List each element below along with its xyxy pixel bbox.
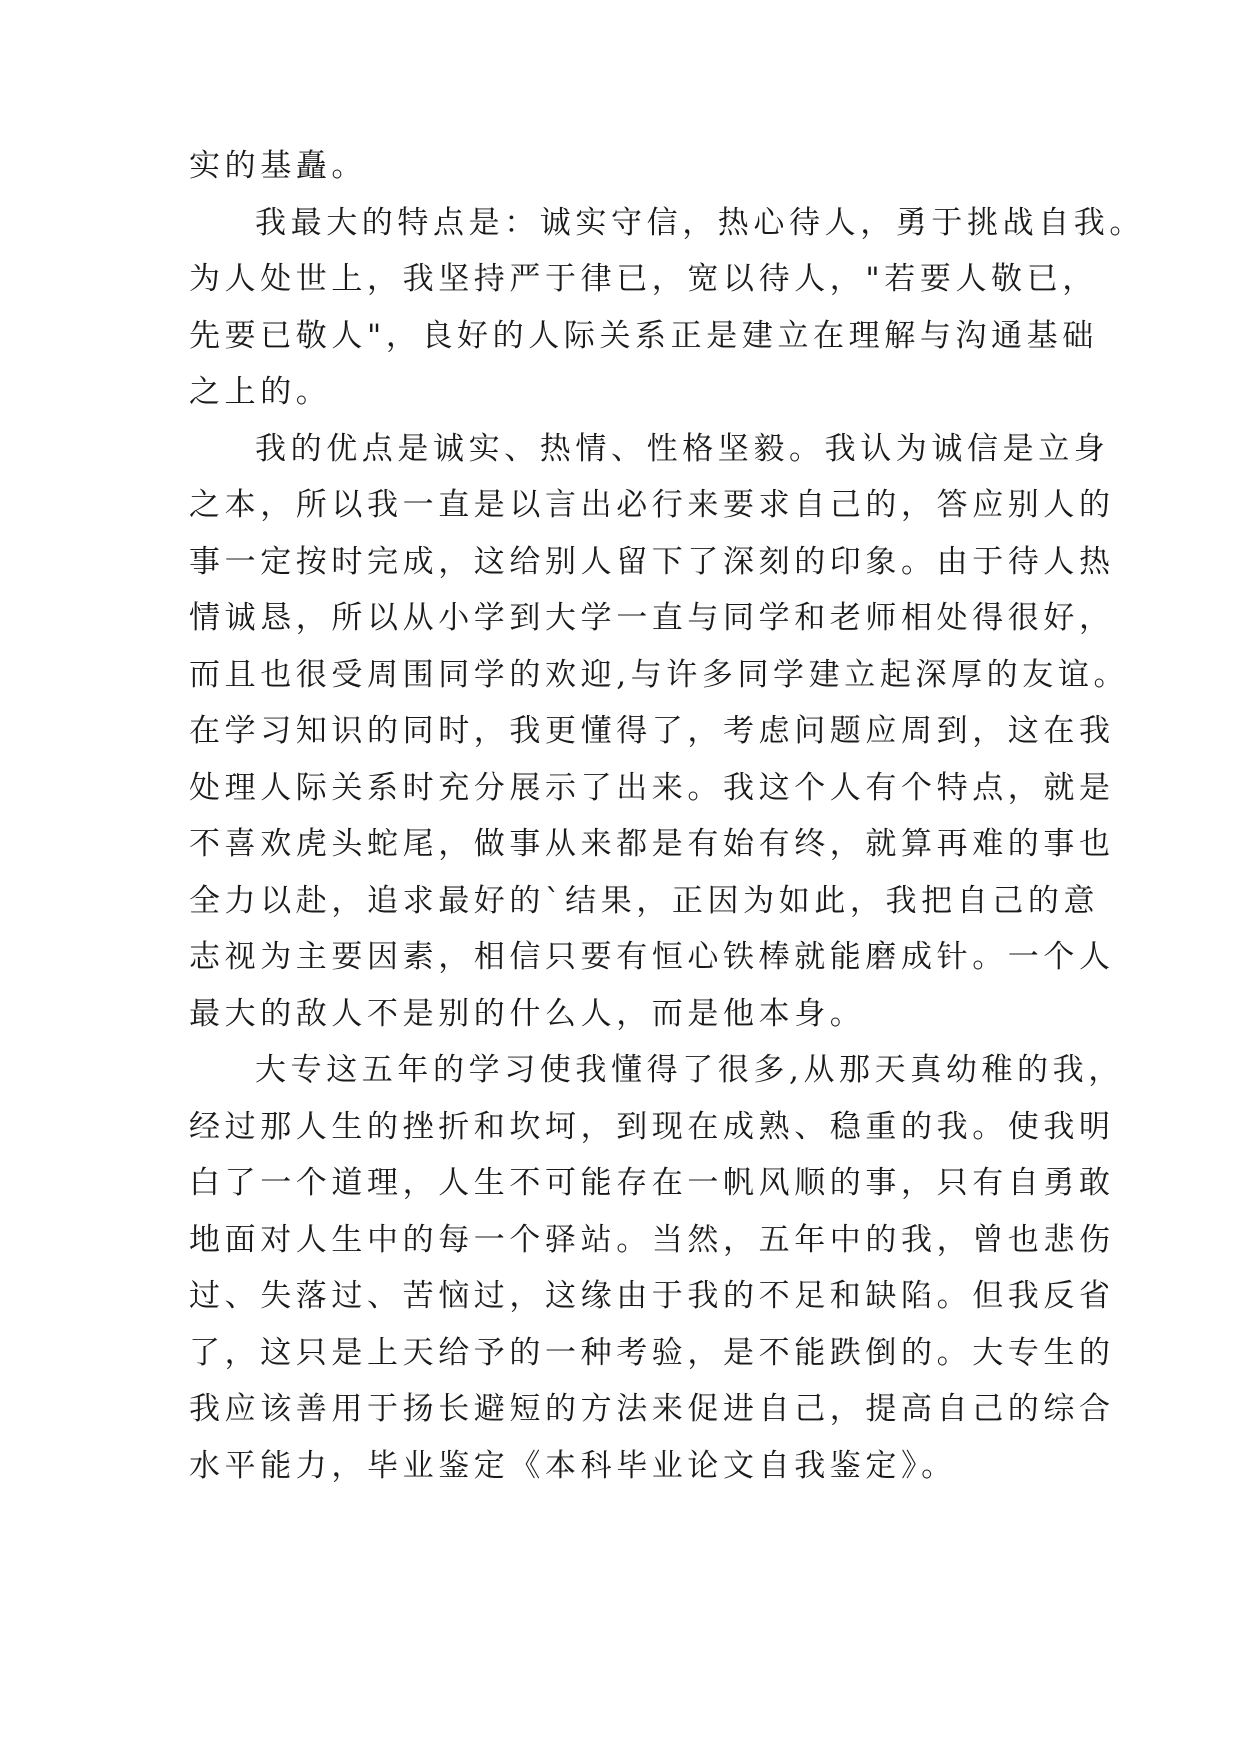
text-line: 在学习知识的同时，我更懂得了，考虑问题应周到，这在我: [189, 713, 1115, 749]
text-line: 处理人际关系时充分展示了出来。我这个人有个特点，就是: [189, 770, 1115, 806]
text-line: 白了一个道理，人生不可能存在一帆风顺的事，只有自勇敢: [189, 1165, 1115, 1201]
text-line: 情诚恳，所以从小学到大学一直与同学和老师相处得很好，: [189, 600, 1115, 636]
text-line: 最大的敌人不是别的什么人，而是他本身。: [189, 996, 866, 1032]
text-line: 事一定按时完成，这给别人留下了深刻的印象。由于待人热: [189, 544, 1115, 580]
text-line: 而且也很受周围同学的欢迎,与许多同学建立起深厚的友谊。: [189, 657, 1130, 693]
text-line: 之本，所以我一直是以言出必行来要求自己的，答应别人的: [189, 487, 1115, 523]
text-line: 为人处世上，我坚持严于律已，宽以待人，"若要人敬已，: [189, 261, 1098, 297]
text-line: 实的基矗。: [189, 148, 367, 184]
text-line: 不喜欢虎头蛇尾，做事从来都是有始有终，就算再难的事也: [189, 826, 1115, 862]
text-line: 大专这五年的学习使我懂得了很多,从那天真幼稚的我，: [255, 1052, 1124, 1088]
text-line: 水平能力，毕业鉴定《本科毕业论文自我鉴定》。: [189, 1448, 957, 1484]
text-line: 全力以赴，追求最好的`结果，正因为如此，我把自己的意: [189, 883, 1100, 919]
text-line: 先要已敬人"，良好的人际关系正是建立在理解与沟通基础: [189, 318, 1098, 354]
text-line: 我最大的特点是：诚实守信，热心待人，勇于挑战自我。: [255, 205, 1145, 241]
text-line: 过、失落过、苦恼过，这缘由于我的不足和缺陷。但我反省: [189, 1278, 1115, 1314]
text-line: 地面对人生中的每一个驿站。当然，五年中的我，曾也悲伤: [189, 1222, 1115, 1258]
text-line: 之上的。: [189, 374, 332, 410]
text-line: 我的优点是诚实、热情、性格坚毅。我认为诚信是立身: [255, 431, 1110, 467]
text-line: 了，这只是上天给予的一种考验，是不能跌倒的。大专生的: [189, 1335, 1115, 1371]
text-line: 志视为主要因素，相信只要有恒心铁棒就能磨成针。一个人: [189, 939, 1115, 975]
text-line: 我应该善用于扬长避短的方法来促进自己，提高自己的综合: [189, 1391, 1115, 1427]
text-line: 经过那人生的挫折和坎坷，到现在成熟、稳重的我。使我明: [189, 1109, 1115, 1145]
